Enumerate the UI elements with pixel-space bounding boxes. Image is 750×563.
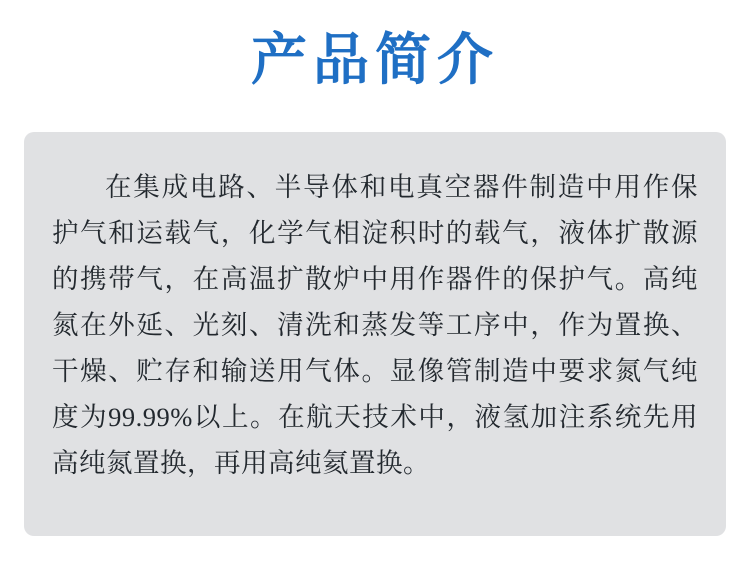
product-description-text: 在集成电路、半导体和电真空器件制造中用作保护气和运载气，化学气相淀积时的载气，液体扩散源的携带气，在高温扩散炉中用作器件的保护气。高纯氮在外延、光刻、清洗和蒸发等工序中，作为置换、干燥、贮存和输送用气体。显像管制造中要求氮气纯度为99.99%以上。在航天技术中，液氢加注系统先用高纯氮置换，再用高纯氦置换。: [52, 172, 698, 478]
content-panel: [24, 132, 726, 536]
page-title: 产品简介: [251, 28, 499, 91]
